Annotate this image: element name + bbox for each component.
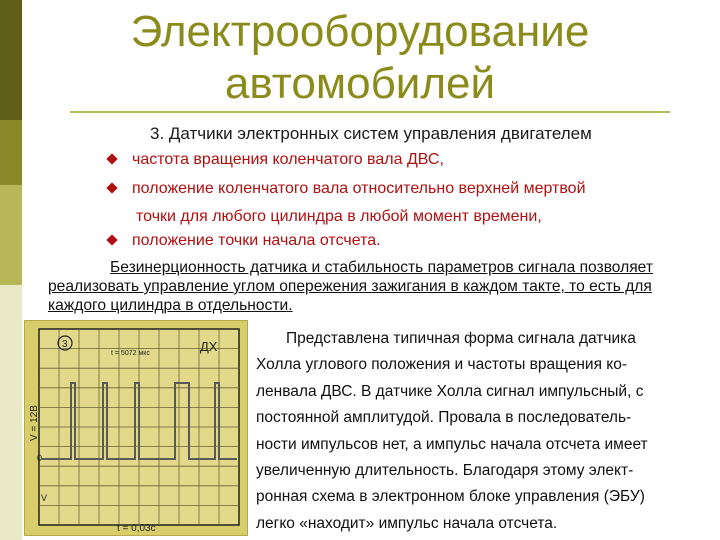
voltage-label: V = 12В xyxy=(29,405,40,441)
hall-sensor-waveform xyxy=(25,321,247,535)
description-line: ности импульсов нет, а импульс начала отсчета имеет xyxy=(256,435,648,453)
title-divider xyxy=(70,111,670,113)
bar-segment-pale xyxy=(0,285,22,540)
description-line: увеличенную длительность. Благодаря этому элект- xyxy=(256,462,634,480)
description-line: Холла углового положения и частоты вращения ко- xyxy=(256,356,628,374)
scope-number: 3 xyxy=(62,339,68,350)
bullet-continuation: точки для любого цилиндра в любой момент времени, xyxy=(136,208,542,225)
description-line: Представлена типичная форма сигнала датчика xyxy=(286,330,636,347)
bullet-text: положение коленчатого вала относительно верхней мертвой xyxy=(132,180,586,197)
zero-label: 0 xyxy=(37,453,43,463)
description-line: постоянной амплитудой. Провала в последователь- xyxy=(256,409,632,427)
bullet-text: положение точки начала отсчета. xyxy=(132,232,381,249)
diamond-bullet-icon xyxy=(106,153,117,164)
bar-segment-olive xyxy=(0,120,22,185)
bar-segment-dark xyxy=(0,0,22,120)
v-label: V xyxy=(41,493,48,503)
description-line: ленвала ДВС. В датчике Холла сигнал импульсный, с xyxy=(256,382,644,400)
pulse-width-label: t = 5072 мкс xyxy=(111,350,150,357)
bullet-text: частота вращения коленчатого вала ДВС, xyxy=(132,151,444,168)
sensor-label: ДХ xyxy=(200,339,218,354)
diamond-bullet-icon xyxy=(106,182,117,193)
description-line: легко «находит» импульс начала отсчета. xyxy=(256,514,558,532)
description-text xyxy=(256,326,716,537)
diamond-bullet-icon xyxy=(106,234,117,245)
slide-title: Электрооборудование автомобилей xyxy=(130,7,590,108)
description-line: ронная схема в электронном блоке управления (ЭБУ) xyxy=(256,488,645,506)
oscillogram-image xyxy=(24,320,248,536)
time-label: t = 0,03с xyxy=(117,523,156,534)
left-decorative-bar xyxy=(0,0,22,540)
bar-segment-light-olive xyxy=(0,185,22,285)
slide-subtitle: 3. Датчики электронных систем управления двигателем xyxy=(150,124,592,143)
underlined-paragraph: Безинерционность датчика и стабильность параметров сигнала позволяет реализовать управление углом опережения зажигания в каждом такте, то есть для каждого цилиндра в отдельности. xyxy=(48,259,653,314)
